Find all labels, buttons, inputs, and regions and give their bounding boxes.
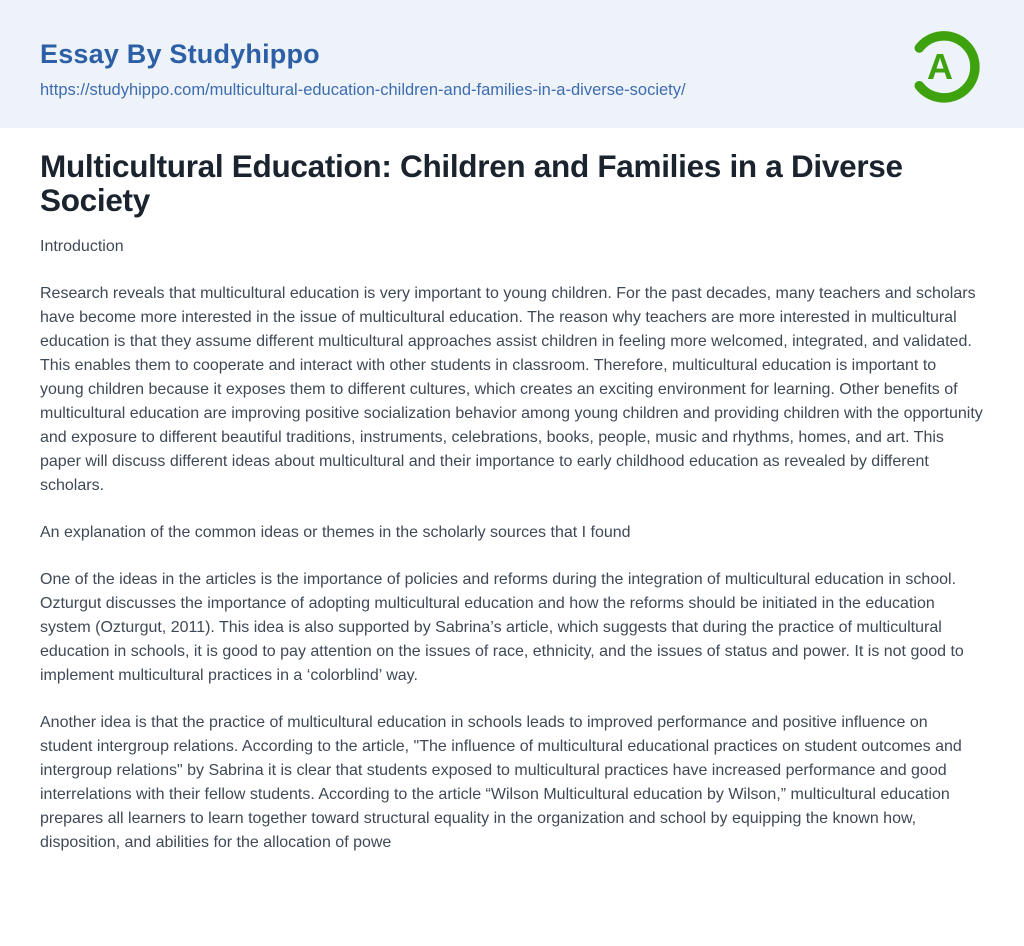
article-title: Multicultural Education: Children and Families in a Diverse Society bbox=[40, 148, 903, 219]
logo-letter: A bbox=[927, 46, 953, 87]
header-text-block bbox=[40, 38, 686, 100]
open-circle-a-icon bbox=[904, 24, 984, 108]
article-body bbox=[40, 235, 984, 855]
site-header bbox=[0, 0, 1024, 128]
source-url-link[interactable]: https://studyhippo.com/multicultural-education-children-and-families-in-a-diverse-society/ bbox=[40, 80, 686, 99]
paragraph: Introduction bbox=[40, 237, 124, 255]
article bbox=[0, 128, 1024, 855]
paragraph: One of the ideas in the articles is the importance of policies and reforms during the integration of multicultural education in school. Ozturgut discusses the importance of adopting multicultural education and how the reforms should be initiated in the education system (Ozturgut, 2011). This idea is also supported by Sabrina’s article, which suggests that during the practice of multicultural education in schools, it is good to pay attention on the issues of race, ethnicity, and the issues of status and power. It is not good to implement multicultural practices in a ‘colorblind’ way. bbox=[40, 570, 964, 684]
studyhippo-logo bbox=[904, 24, 984, 108]
paragraph: An explanation of the common ideas or themes in the scholarly sources that I found bbox=[40, 523, 631, 541]
paragraph: Another idea is that the practice of multicultural education in schools leads to improved performance and positive influence on student intergroup relations. According to the article, "The influence of multicultural educational practices on student outcomes and intergroup relations" by Sabrina it is clear that students exposed to multicultural practices have increased performance and good interrelations with their fellow students. According to the article “Wilson Multicultural education by Wilson,” multicultural education prepares all learners to learn together toward structural equality in the organization and school by equipping the known how, disposition, and abilities for the allocation of powe bbox=[40, 713, 962, 851]
brand-title: Essay By Studyhippo bbox=[40, 38, 320, 69]
paragraph: Research reveals that multicultural education is very important to young children. For the past decades, many teachers and scholars have become more interested in the issue of multicultural education. The reason why teachers are more interested in multicultural education is that they assume different multicultural approaches assist children in feeling more welcomed, integrated, and validated. This enables them to cooperate and interact with other students in classroom. Therefore, multicultural education is important to young children because it exposes them to different cultures, which creates an exciting environment for learning. Other benefits of multicultural education are improving positive socialization behavior among young children and providing children with the opportunity and exposure to different beautiful traditions, instruments, celebrations, books, people, music and rhythms, homes, and art. This paper will discuss different ideas about multicultural and their importance to early childhood education as revealed by different scholars. bbox=[40, 284, 983, 494]
